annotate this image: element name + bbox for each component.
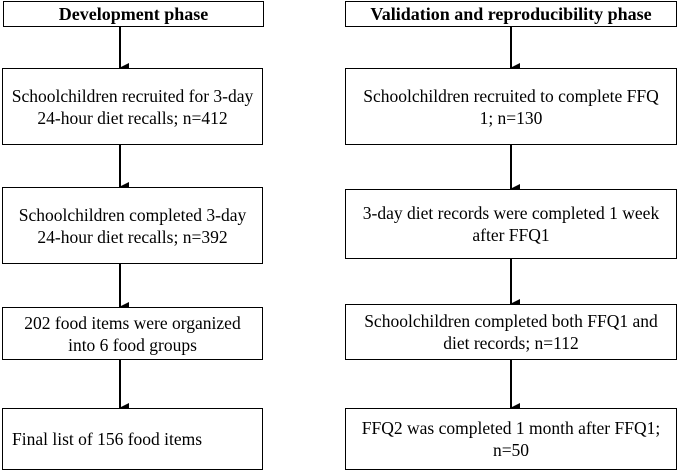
development-phase-header-label: Development phase — [58, 4, 209, 24]
validation-phase-header — [345, 1, 677, 27]
dev-step-food-groups — [2, 307, 263, 360]
dev-step-final-list-text: Final list of 156 food items — [12, 429, 203, 449]
val-step-recruited — [345, 68, 677, 145]
val-step-completed-both — [345, 304, 677, 360]
development-phase-header — [3, 1, 264, 27]
validation-phase-header-label: Validation and reproducibility phase — [370, 4, 652, 24]
dev-step-completed — [2, 187, 263, 264]
dev-step-food-groups-text: 202 food items were organized into 6 food groups — [24, 312, 241, 355]
val-step-ffq2 — [345, 408, 677, 470]
dev-step-recruited-text: Schoolchildren recruited for 3-day 24-hour diet recalls; n=412 — [11, 85, 254, 128]
val-step-diet-records — [345, 189, 677, 259]
dev-step-recruited — [2, 68, 263, 145]
val-step-ffq2-text: FFQ2 was completed 1 month after FFQ1; n=50 — [361, 418, 661, 460]
dev-step-completed-text: Schoolchildren completed 3-day 24-hour diet recalls; n=392 — [18, 204, 247, 247]
val-step-diet-records-text: 3-day diet records were completed 1 week after FFQ1 — [362, 203, 660, 245]
val-step-completed-both-text: Schoolchildren completed both FFQ1 and diet records; n=112 — [364, 311, 658, 353]
dev-step-final-list — [2, 408, 263, 470]
val-step-recruited-text: Schoolchildren recruited to complete FFQ 1; n=130 — [363, 85, 659, 128]
